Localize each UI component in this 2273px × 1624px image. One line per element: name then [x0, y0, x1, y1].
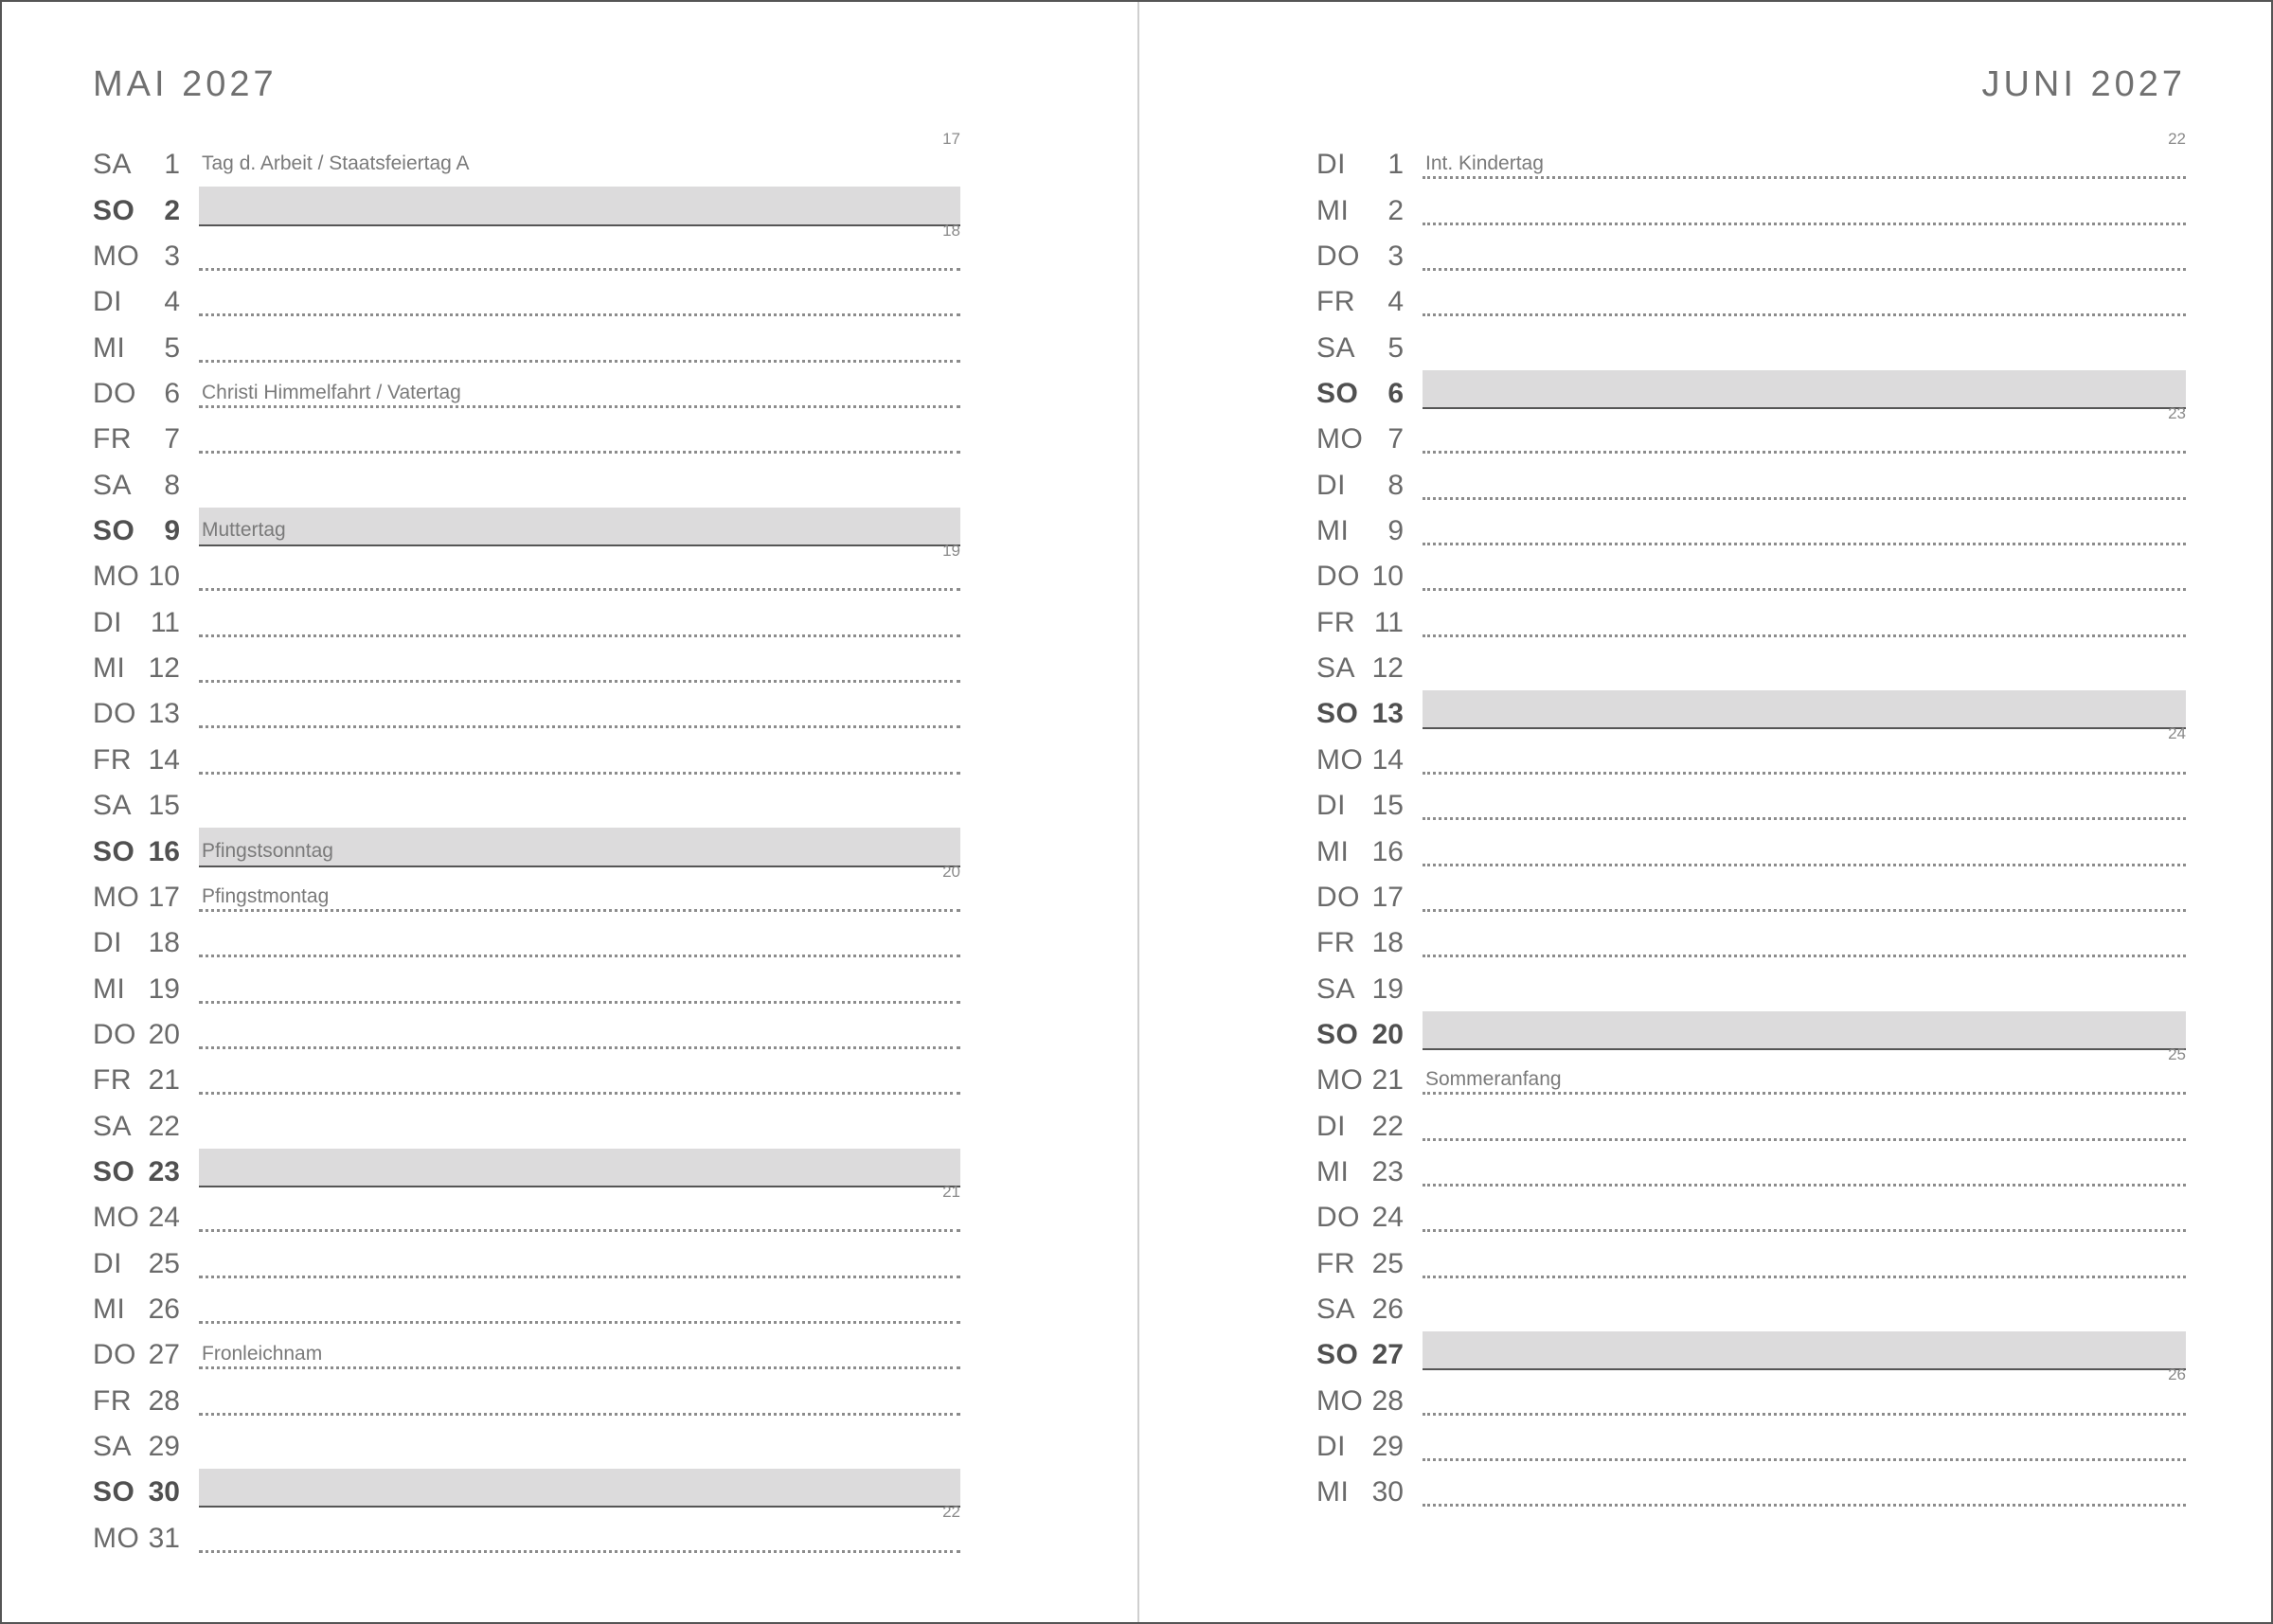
date-number: 21 [148, 1064, 180, 1097]
day-row[interactable] [1316, 688, 2186, 734]
date-number: 10 [1371, 561, 1404, 593]
dotted-writing-line [1423, 772, 2186, 775]
day-row[interactable] [1316, 1421, 2186, 1467]
dotted-writing-line [1423, 1276, 2186, 1278]
weekday-label: SO [93, 835, 135, 867]
event-label: Pfingstmontag [202, 884, 330, 907]
day-row[interactable] [93, 1055, 960, 1100]
day-row[interactable] [1316, 404, 2186, 459]
dotted-writing-line [199, 1276, 960, 1278]
day-row[interactable] [1316, 1284, 2186, 1330]
weekday-label: FR [1316, 286, 1355, 318]
dotted-writing-line [1423, 451, 2186, 454]
dotted-writing-line [1423, 909, 2186, 912]
weekday-label: DO [93, 1339, 136, 1371]
date-number: 22 [1371, 1110, 1404, 1142]
date-number: 13 [148, 698, 180, 730]
date-number: 17 [1371, 881, 1404, 913]
day-row[interactable] [93, 368, 960, 414]
weekday-label: SO [93, 1155, 135, 1187]
date-number: 22 [148, 1110, 180, 1142]
day-row[interactable] [93, 688, 960, 734]
date-number: 14 [148, 743, 180, 776]
date-number: 8 [1387, 469, 1404, 501]
weekday-label: MI [1316, 1155, 1350, 1187]
dotted-writing-line [1423, 1504, 2186, 1507]
dotted-writing-line [1423, 955, 2186, 957]
dotted-writing-line [1423, 543, 2186, 545]
date-number: 7 [164, 423, 180, 455]
day-row[interactable] [93, 963, 960, 1008]
dotted-writing-line [199, 405, 960, 408]
weekday-label: FR [93, 1384, 132, 1417]
day-row[interactable] [93, 1330, 960, 1375]
date-number: 4 [164, 286, 180, 318]
weekday-label: DO [1316, 241, 1360, 273]
weekday-label: SA [93, 1430, 133, 1462]
day-row[interactable] [1316, 724, 2186, 779]
weekday-label: DI [1316, 1430, 1346, 1462]
date-number: 8 [164, 469, 180, 501]
dotted-writing-line [199, 1550, 960, 1553]
date-number: 12 [148, 652, 180, 685]
dotted-writing-line [1423, 1458, 2186, 1461]
weekday-label: MO [1316, 423, 1364, 455]
dotted-writing-line [1423, 268, 2186, 271]
day-row[interactable] [1316, 597, 2186, 642]
date-number: 12 [1371, 652, 1404, 685]
date-number: 2 [1387, 194, 1404, 226]
weekday-label: SO [1316, 1018, 1359, 1050]
page-title-june: JUNI 2027 [1981, 64, 2186, 104]
dotted-writing-line [199, 1046, 960, 1049]
dotted-writing-line [199, 360, 960, 363]
weekend-band [1423, 1011, 2186, 1050]
week-number: 17 [942, 130, 960, 148]
day-row[interactable] [93, 277, 960, 322]
weekday-label: FR [1316, 1247, 1355, 1279]
date-number: 11 [150, 606, 180, 638]
day-row[interactable] [1316, 1467, 2186, 1512]
weekday-label: DO [93, 698, 136, 730]
date-number: 6 [1387, 378, 1404, 410]
date-number: 11 [1373, 606, 1404, 638]
weekday-label: MO [1316, 743, 1364, 776]
day-row[interactable] [93, 1503, 960, 1558]
event-label: Sommeranfang [1425, 1068, 1562, 1091]
weekday-label: MO [93, 881, 140, 913]
weekday-label: MO [93, 241, 140, 273]
date-number: 23 [148, 1155, 180, 1187]
day-row[interactable] [1316, 322, 2186, 367]
day-row[interactable] [93, 1421, 960, 1467]
day-row[interactable] [1316, 1238, 2186, 1283]
dotted-writing-line [199, 1413, 960, 1416]
date-number: 15 [148, 790, 180, 822]
dotted-writing-line [199, 313, 960, 316]
day-row[interactable] [93, 1375, 960, 1420]
date-number: 24 [1371, 1202, 1404, 1234]
date-number: 20 [148, 1018, 180, 1050]
date-number: 29 [148, 1430, 180, 1462]
day-row[interactable] [1316, 368, 2186, 414]
date-number: 13 [1371, 698, 1404, 730]
weekday-label: SA [93, 790, 133, 822]
page-june [1139, 2, 2273, 1622]
day-row[interactable] [93, 1284, 960, 1330]
week-number: 26 [2168, 1365, 2186, 1384]
weekday-label: FR [93, 423, 132, 455]
weekday-label: MI [1316, 1476, 1350, 1508]
date-number: 2 [164, 194, 180, 226]
date-number: 30 [148, 1476, 180, 1508]
day-row[interactable] [93, 459, 960, 505]
weekday-label: FR [93, 743, 132, 776]
weekday-label: DI [93, 606, 122, 638]
weekday-label: MO [1316, 1384, 1364, 1417]
dotted-writing-line [199, 725, 960, 728]
dotted-writing-line [199, 1321, 960, 1324]
day-row[interactable] [93, 1009, 960, 1055]
weekday-label: FR [1316, 606, 1355, 638]
dotted-writing-line [1423, 588, 2186, 591]
week-number: 18 [942, 221, 960, 240]
week-number: 20 [942, 862, 960, 881]
day-row[interactable] [1316, 1365, 2186, 1420]
day-row[interactable] [93, 130, 960, 185]
weekday-label: DI [93, 1247, 122, 1279]
dotted-writing-line [199, 268, 960, 271]
dotted-writing-line [199, 680, 960, 683]
date-number: 31 [148, 1522, 180, 1554]
date-number: 19 [148, 973, 180, 1005]
date-number: 19 [1371, 973, 1404, 1005]
weekday-label: DO [1316, 881, 1360, 913]
weekday-label: MO [93, 1522, 140, 1554]
dotted-writing-line [199, 909, 960, 912]
weekend-band [199, 1149, 960, 1187]
date-number: 5 [164, 331, 180, 364]
weekday-label: FR [1316, 927, 1355, 959]
event-label: Fronleichnam [202, 1343, 323, 1365]
date-number: 21 [1371, 1064, 1404, 1097]
weekday-label: MI [93, 973, 126, 1005]
event-label: Pfingstsonntag [202, 839, 333, 862]
event-label: Christi Himmelfahrt / Vatertag [202, 382, 461, 404]
weekend-band [1423, 1331, 2186, 1370]
weekday-label: MI [1316, 515, 1350, 547]
weekday-label: DO [1316, 1202, 1360, 1234]
dotted-writing-line [1423, 1092, 2186, 1095]
date-number: 14 [1371, 743, 1404, 776]
dotted-writing-line [199, 1229, 960, 1232]
dotted-writing-line [1423, 497, 2186, 500]
day-row[interactable] [1316, 1147, 2186, 1192]
week-number: 21 [942, 1182, 960, 1201]
weekday-label: SO [93, 1476, 135, 1508]
day-row[interactable] [1316, 1330, 2186, 1375]
date-number: 16 [148, 835, 180, 867]
day-row[interactable] [1316, 185, 2186, 230]
day-row[interactable] [1316, 963, 2186, 1008]
day-row[interactable] [93, 1238, 960, 1283]
dotted-writing-line [199, 451, 960, 454]
day-row[interactable] [1316, 506, 2186, 551]
event-label: Muttertag [202, 519, 286, 542]
day-row[interactable] [1316, 231, 2186, 277]
day-row[interactable] [1316, 277, 2186, 322]
dotted-writing-line [1423, 817, 2186, 820]
date-number: 9 [1387, 515, 1404, 547]
day-row[interactable] [93, 1100, 960, 1146]
dotted-writing-line [1423, 223, 2186, 225]
date-number: 23 [1371, 1155, 1404, 1187]
day-row[interactable] [1316, 1009, 2186, 1055]
weekday-label: SO [1316, 378, 1359, 410]
weekday-label: DI [1316, 149, 1346, 181]
date-number: 30 [1371, 1476, 1404, 1508]
day-row[interactable] [93, 643, 960, 688]
event-label: Int. Kindertag [1425, 152, 1544, 175]
day-row[interactable] [93, 185, 960, 230]
day-row[interactable] [93, 1182, 960, 1238]
date-number: 6 [164, 378, 180, 410]
weekday-label: FR [93, 1064, 132, 1097]
weekday-label: SA [1316, 652, 1356, 685]
day-row[interactable] [1316, 459, 2186, 505]
week-number: 19 [942, 542, 960, 561]
date-number: 28 [148, 1384, 180, 1417]
day-row[interactable] [93, 862, 960, 918]
day-row[interactable] [93, 414, 960, 459]
date-number: 29 [1371, 1430, 1404, 1462]
date-number: 9 [164, 515, 180, 547]
dotted-writing-line [1423, 864, 2186, 866]
weekday-label: SA [93, 469, 133, 501]
weekday-label: SA [1316, 1293, 1356, 1325]
weekday-label: DI [93, 927, 122, 959]
day-row[interactable] [1316, 872, 2186, 918]
weekday-label: SA [1316, 973, 1356, 1005]
week-number: 24 [2168, 724, 2186, 743]
weekday-label: SA [93, 1110, 133, 1142]
weekday-label: DO [93, 1018, 136, 1050]
date-number: 28 [1371, 1384, 1404, 1417]
date-number: 5 [1387, 331, 1404, 364]
date-number: 4 [1387, 286, 1404, 318]
day-list-june [1316, 130, 2186, 1512]
date-number: 15 [1371, 790, 1404, 822]
weekday-label: DI [93, 286, 122, 318]
dotted-writing-line [199, 955, 960, 957]
week-number: 25 [2168, 1044, 2186, 1063]
date-number: 1 [164, 149, 180, 181]
date-number: 10 [148, 561, 180, 593]
dotted-writing-line [199, 1366, 960, 1369]
day-row[interactable] [1316, 643, 2186, 688]
weekday-label: DI [1316, 469, 1346, 501]
day-row[interactable] [93, 734, 960, 779]
date-number: 1 [1387, 149, 1404, 181]
dotted-writing-line [199, 1092, 960, 1095]
weekday-label: MI [1316, 194, 1350, 226]
weekday-label: DO [1316, 561, 1360, 593]
weekend-band [199, 508, 960, 546]
dotted-writing-line [199, 588, 960, 591]
day-row[interactable] [1316, 130, 2186, 185]
day-row[interactable] [93, 1467, 960, 1512]
weekday-label: MO [93, 1202, 140, 1234]
weekday-label: MI [93, 652, 126, 685]
date-number: 26 [148, 1293, 180, 1325]
day-row[interactable] [1316, 551, 2186, 597]
day-row[interactable] [1316, 1044, 2186, 1100]
weekday-label: MI [93, 1293, 126, 1325]
week-number: 23 [2168, 404, 2186, 423]
date-number: 20 [1371, 1018, 1404, 1050]
date-number: 24 [148, 1202, 180, 1234]
day-row[interactable] [1316, 1100, 2186, 1146]
dotted-writing-line [199, 1001, 960, 1004]
day-row[interactable] [93, 221, 960, 277]
day-row[interactable] [1316, 1192, 2186, 1238]
day-row[interactable] [1316, 826, 2186, 871]
day-row[interactable] [93, 780, 960, 826]
date-number: 27 [1371, 1339, 1404, 1371]
date-number: 25 [148, 1247, 180, 1279]
dotted-writing-line [1423, 634, 2186, 637]
date-number: 17 [148, 881, 180, 913]
weekend-band [1423, 370, 2186, 409]
date-number: 3 [1387, 241, 1404, 273]
day-row[interactable] [1316, 918, 2186, 963]
date-number: 25 [1371, 1247, 1404, 1279]
weekday-label: MO [93, 561, 140, 593]
day-row[interactable] [1316, 780, 2186, 826]
page-title-may: MAI 2027 [93, 64, 277, 104]
weekend-band [1423, 690, 2186, 729]
date-number: 3 [164, 241, 180, 273]
weekday-label: SA [93, 149, 133, 181]
week-number: 22 [942, 1503, 960, 1522]
dotted-writing-line [199, 634, 960, 637]
date-number: 27 [148, 1339, 180, 1371]
day-row[interactable] [93, 322, 960, 367]
date-number: 7 [1387, 423, 1404, 455]
weekday-label: DI [1316, 790, 1346, 822]
dotted-writing-line [1423, 1229, 2186, 1232]
day-row[interactable] [93, 1147, 960, 1192]
date-number: 16 [1371, 835, 1404, 867]
weekday-label: MO [1316, 1064, 1364, 1097]
weekend-band [199, 187, 960, 225]
page-may [2, 2, 1137, 1622]
day-row[interactable] [93, 542, 960, 597]
date-number: 18 [148, 927, 180, 959]
weekday-label: MI [1316, 835, 1350, 867]
day-row[interactable] [93, 918, 960, 963]
weekday-label: SA [1316, 331, 1356, 364]
weekday-label: SO [1316, 1339, 1359, 1371]
day-row[interactable] [93, 826, 960, 871]
dotted-writing-line [1423, 1138, 2186, 1141]
dotted-writing-line [1423, 176, 2186, 179]
day-list-may [93, 130, 960, 1559]
day-row[interactable] [93, 506, 960, 551]
weekday-label: DO [93, 378, 136, 410]
dotted-writing-line [1423, 1413, 2186, 1416]
weekday-label: SO [1316, 698, 1359, 730]
weekday-label: DI [1316, 1110, 1346, 1142]
day-row[interactable] [93, 597, 960, 642]
event-label: Tag d. Arbeit / Staatsfeiertag A [202, 152, 470, 175]
dotted-writing-line [199, 772, 960, 775]
dotted-writing-line [1423, 1184, 2186, 1187]
weekday-label: SO [93, 194, 135, 226]
week-number: 22 [2168, 130, 2186, 148]
weekend-band [199, 1469, 960, 1508]
weekday-label: SO [93, 515, 135, 547]
date-number: 26 [1371, 1293, 1404, 1325]
weekday-label: MI [93, 331, 126, 364]
dotted-writing-line [1423, 313, 2186, 316]
date-number: 18 [1371, 927, 1404, 959]
